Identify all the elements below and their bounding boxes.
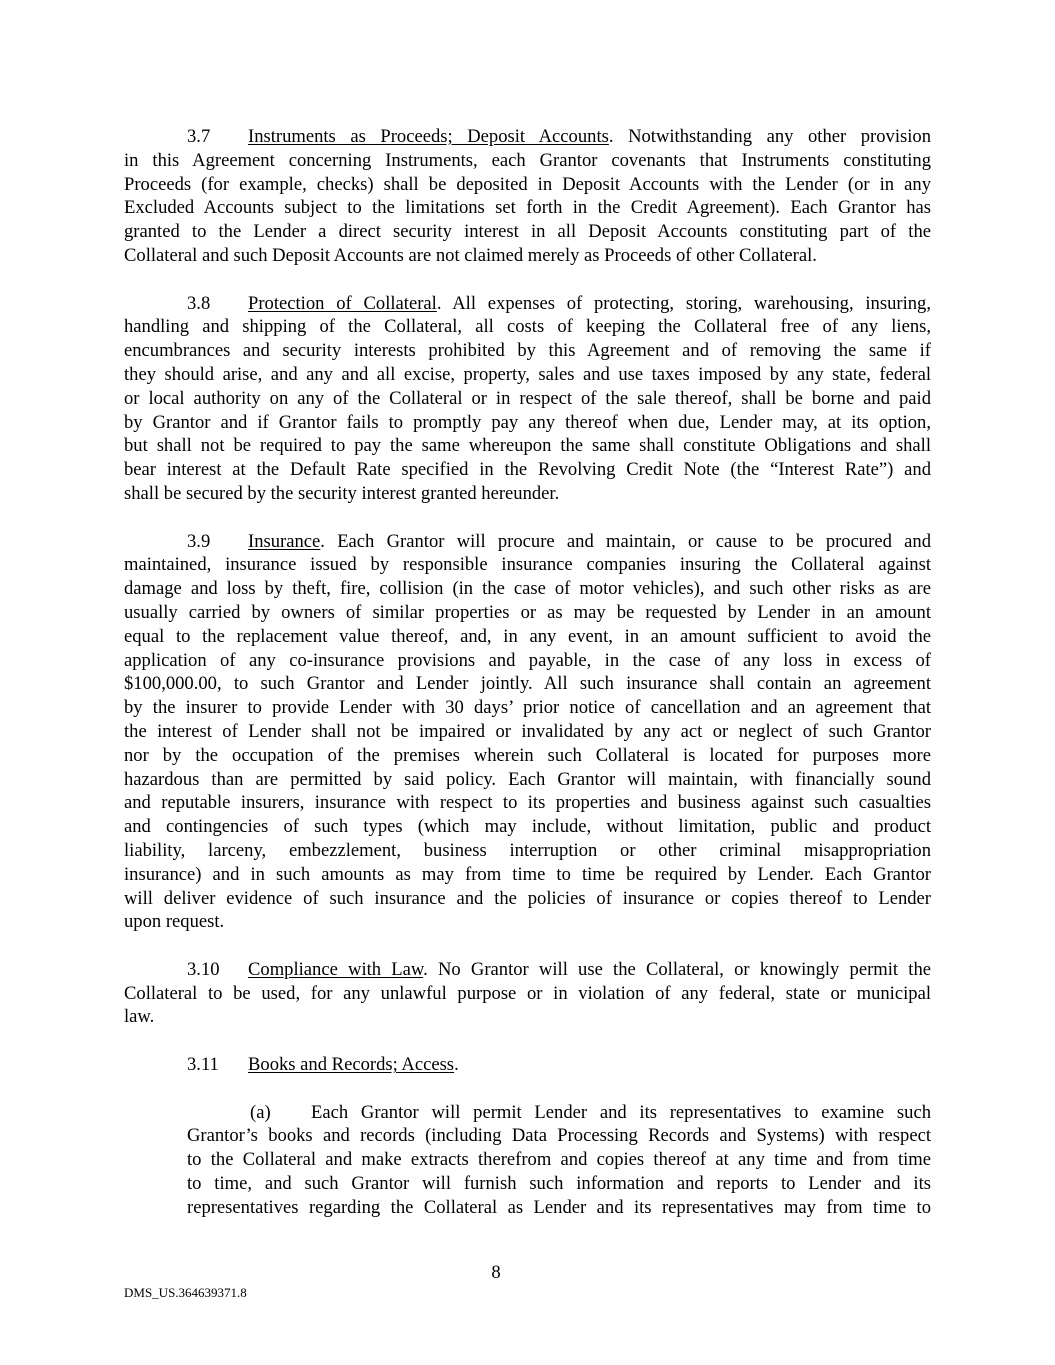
text-line: application of any co-insurance provisions and payable, in the case of any loss in excess of bbox=[124, 649, 931, 671]
section-first-line bbox=[124, 958, 931, 982]
section-text: . All expenses of protecting, storing, warehousing, insuring, bbox=[436, 292, 931, 314]
text-line: handling and shipping of the Collateral, all costs of keeping the Collateral free of any liens, bbox=[124, 316, 931, 338]
section-first-line bbox=[124, 1053, 931, 1077]
text-line: liability, larceny, embezzlement, business interruption or other criminal misappropriation bbox=[124, 839, 931, 861]
section-text: . bbox=[454, 1054, 459, 1076]
text-line: to the Collateral and make extracts therefrom and copies thereof at any time and from time bbox=[187, 1149, 931, 1171]
text-line: encumbrances and security interests prohibited by this Agreement and of removing the same if bbox=[124, 340, 931, 362]
text-line: but shall not be required to pay the same whereupon the same shall constitute Obligations and shall bbox=[124, 435, 931, 457]
section-number: 3.11 bbox=[187, 1054, 219, 1076]
section-number: 3.10 bbox=[187, 958, 220, 980]
text-line: equal to the replacement value thereof, and, in any event, in an amount sufficient to avoid the bbox=[124, 625, 931, 647]
text-line: shall be secured by the security interest granted hereunder. bbox=[124, 482, 560, 504]
text-line: by the insurer to provide Lender with 30 days’ prior notice of cancellation and an agreement that bbox=[124, 697, 931, 719]
text-line: bear interest at the Default Rate specified in the Revolving Credit Note (the “Interest Rate”) and bbox=[124, 459, 931, 481]
subsection-label: (a) bbox=[250, 1101, 271, 1123]
section-heading bbox=[187, 126, 609, 147]
text-line: and contingencies of such types (which may include, without limitation, public and product bbox=[124, 816, 931, 838]
section-heading bbox=[187, 531, 320, 552]
text-line: Collateral to be used, for any unlawful purpose or in violation of any federal, state or municipal bbox=[124, 982, 931, 1004]
text-line: Collateral and such Deposit Accounts are not claimed merely as Proceeds of other Collateral. bbox=[124, 244, 817, 266]
text-line: or local authority on any of the Collateral or in respect of the sale thereof, shall be borne and paid bbox=[124, 387, 931, 409]
text-line: insurance) and in such amounts as may from time to time be required by Lender. Each Grantor bbox=[124, 863, 931, 885]
section-text: . Notwithstanding any other provision bbox=[608, 126, 931, 147]
text-line: $100,000.00, to such Grantor and Lender jointly. All such insurance shall contain an agreement bbox=[124, 673, 931, 695]
text-line: Excluded Accounts subject to the limitations set forth in the Credit Agreement). Each Grantor has bbox=[124, 197, 931, 219]
text-line: upon request. bbox=[124, 911, 225, 933]
text-line: usually carried by owners of similar properties or as may be requested by Lender in an amount bbox=[124, 601, 931, 623]
section-3-10 bbox=[124, 958, 931, 1029]
subsection-text: Each Grantor will permit Lender and its representatives to examine such bbox=[311, 1101, 931, 1123]
text-line: will deliver evidence of such insurance and the policies of insurance or copies thereof to Lender bbox=[124, 887, 931, 909]
text-line: in this Agreement concerning Instruments, each Grantor covenants that Instruments constituting bbox=[124, 149, 931, 171]
subsection-a bbox=[187, 1101, 931, 1220]
subsection-first-line bbox=[187, 1101, 931, 1125]
section-first-line bbox=[124, 292, 931, 316]
text-line: representatives regarding the Collateral as Lender and its representatives may from time to bbox=[187, 1196, 931, 1218]
blank-line bbox=[124, 1077, 931, 1101]
blank-line bbox=[124, 268, 931, 292]
section-title: Books and Records; Access bbox=[248, 1054, 455, 1076]
section-title: Compliance with Law bbox=[248, 958, 424, 980]
text-line: they should arise, and any and all excise, property, sales and use taxes imposed by any state, federal bbox=[124, 363, 931, 385]
text-line: hazardous than are permitted by said policy. Each Grantor will maintain, with financially sound bbox=[124, 768, 931, 790]
section-text: . Each Grantor will procure and maintain, or cause to be procured and bbox=[320, 530, 931, 552]
text-line: granted to the Lender a direct security interest in all Deposit Accounts constituting part of the bbox=[124, 221, 931, 243]
section-number: 3.8 bbox=[187, 292, 211, 314]
blank-line bbox=[124, 1029, 931, 1053]
text-line: nor by the occupation of the premises wherein such Collateral is located for purposes more bbox=[124, 744, 931, 766]
blank-line bbox=[124, 934, 931, 958]
section-number: 3.9 bbox=[187, 530, 211, 552]
section-heading bbox=[187, 293, 437, 314]
section-heading bbox=[187, 1054, 454, 1075]
text-line: to time, and such Grantor will furnish such information and reports to Lender and its bbox=[187, 1173, 931, 1195]
section-title: Instruments as Proceeds; Deposit Accounts bbox=[248, 126, 609, 147]
section-title: Protection of Collateral bbox=[248, 292, 437, 314]
section-3-7 bbox=[124, 125, 931, 268]
section-first-line bbox=[124, 125, 931, 149]
blank-line bbox=[124, 506, 931, 530]
text-line: law. bbox=[124, 1006, 155, 1028]
document-id: DMS_US.364639371.8 bbox=[124, 1285, 247, 1300]
section-heading bbox=[187, 959, 423, 980]
text-line: maintained, insurance issued by responsible insurance companies insuring the Collateral against bbox=[124, 554, 931, 576]
text-line: and reputable insurers, insurance with respect to its properties and business against such casualties bbox=[124, 792, 931, 814]
section-title: Insurance bbox=[248, 530, 321, 552]
text-line: by Grantor and if Grantor fails to promptly pay any thereof when due, Lender may, at its option, bbox=[124, 411, 931, 433]
section-first-line bbox=[124, 530, 931, 554]
document-body bbox=[124, 125, 931, 1220]
section-number: 3.7 bbox=[187, 126, 211, 147]
text-line: the interest of Lender shall not be impaired or invalidated by any act or neglect of such Grantor bbox=[124, 720, 931, 742]
text-line: Proceeds (for example, checks) shall be deposited in Deposit Accounts with the Lender (or in any bbox=[124, 173, 931, 195]
section-3-9 bbox=[124, 530, 931, 935]
section-3-11 bbox=[124, 1053, 931, 1077]
text-line: Grantor’s books and records (including Data Processing Records and Systems) with respect bbox=[187, 1125, 931, 1147]
text-line: damage and loss by theft, fire, collision (in the case of motor vehicles), and such other risks as are bbox=[124, 578, 931, 600]
section-text: . No Grantor will use the Collateral, or knowingly permit the bbox=[423, 958, 931, 980]
section-3-8 bbox=[124, 292, 931, 506]
page-number: 8 bbox=[491, 1262, 501, 1283]
